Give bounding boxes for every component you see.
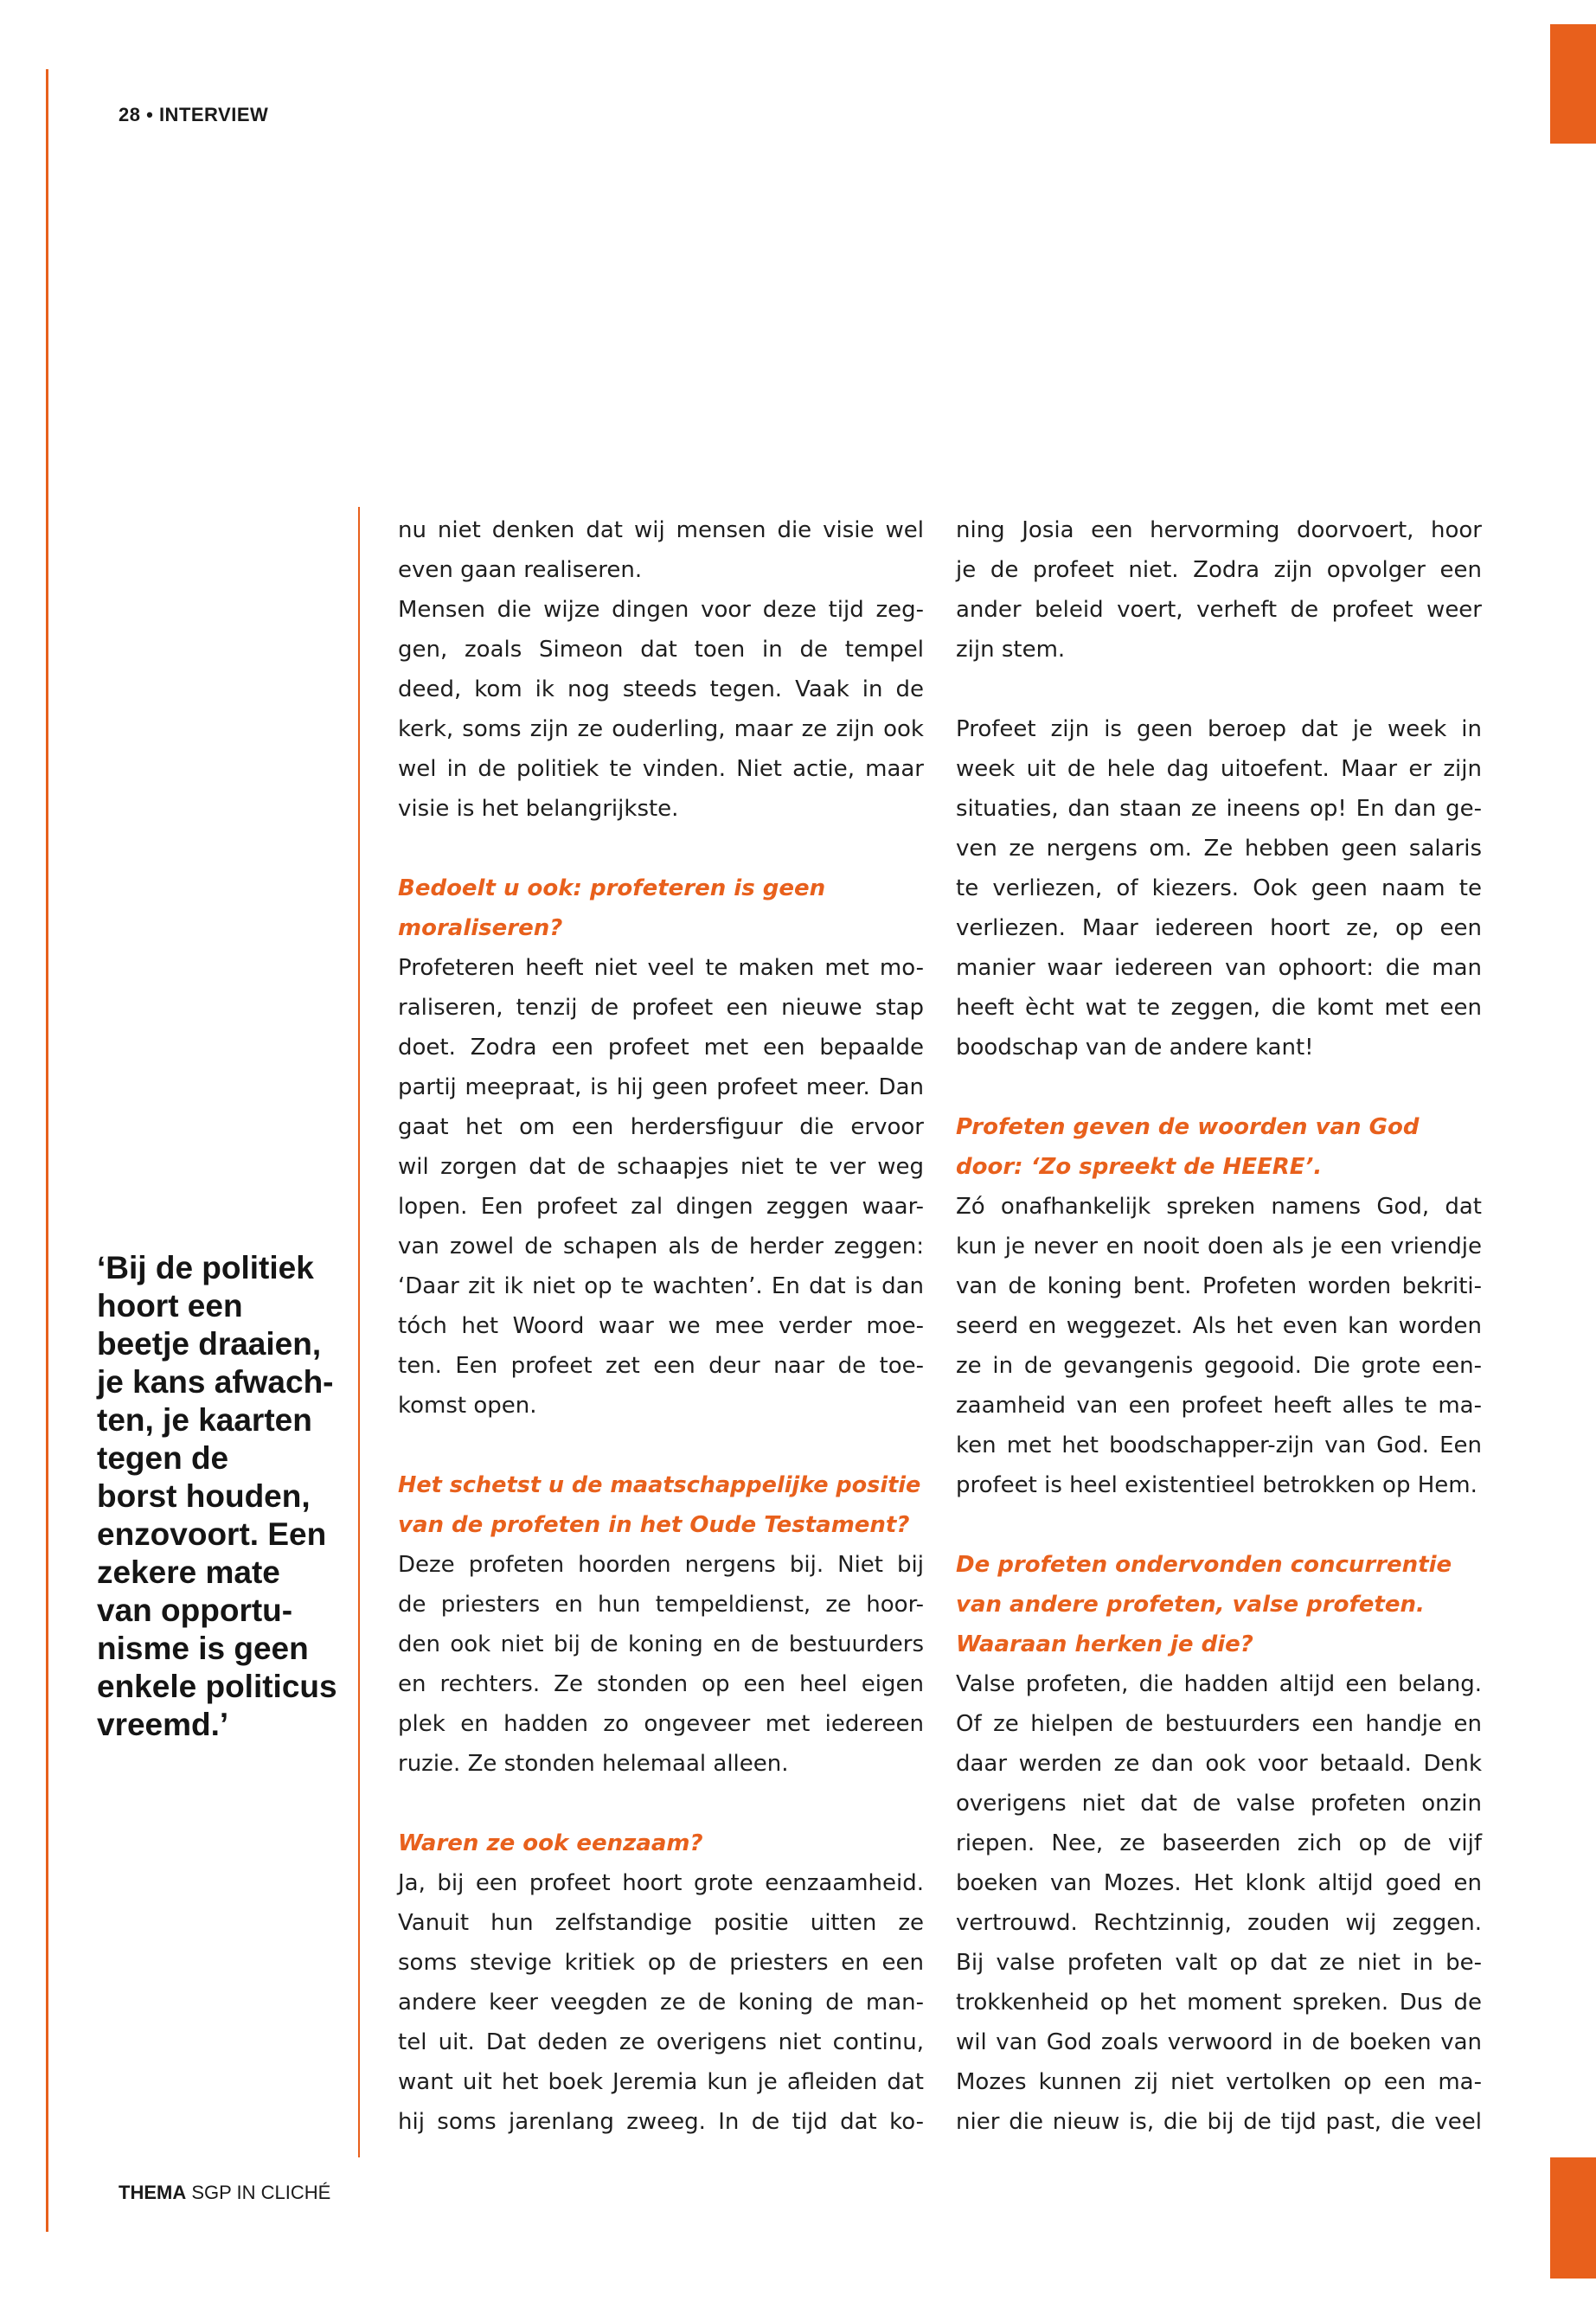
body-text-line: verliezen. Maar iedereen hoort ze, op een xyxy=(956,915,1482,941)
body-text-line: soms stevige kritiek op de priesters en een xyxy=(398,1950,924,1976)
body-text-line: plek en hadden zo ongeveer met iedereen xyxy=(398,1711,924,1737)
body-text-line: komst open. xyxy=(398,1393,537,1419)
interview-question-line: door: ‘Zo spreekt de HEERE’. xyxy=(956,1154,1323,1180)
body-text-line: ning Josia een hervorming doorvoert, hoor xyxy=(956,517,1482,543)
body-text-line: riepen. Nee, ze baseerden zich op de vijf xyxy=(956,1830,1482,1856)
pull-quote-line: ‘Bij de politiek xyxy=(97,1250,314,1285)
body-text-line: raliseren, tenzij de profeet een nieuwe stap xyxy=(398,995,924,1021)
body-text-line: Vanuit hun zelfstandige positie uitten ze xyxy=(398,1910,924,1936)
body-text-line: Of ze hielpen de bestuurders een handje en xyxy=(956,1711,1482,1737)
article-column-2 xyxy=(956,510,1482,2142)
interview-question-line: van andere profeten, valse profeten. xyxy=(956,1592,1425,1618)
body-text-line: want uit het boek Jeremia kun je afleiden dat xyxy=(398,2069,924,2095)
body-text-line: gen, zoals Simeon dat toen in de tempel xyxy=(398,637,924,663)
interview-question-line: van de profeten in het Oude Testament? xyxy=(398,1512,910,1538)
body-text-line: nier die nieuw is, die bij de tijd past, die veel xyxy=(956,2109,1482,2135)
interview-question-line: Bedoelt u ook: profeteren is geen xyxy=(398,875,826,901)
body-text-line: Valse profeten, die hadden altijd een belang. xyxy=(956,1671,1482,1697)
body-text-line: je de profeet niet. Zodra zijn opvolger een xyxy=(956,557,1482,583)
pull-quote-line: ten, je kaarten xyxy=(97,1402,312,1438)
paragraph-gap xyxy=(956,1505,1482,1545)
body-text-line: hij soms jarenlang zweeg. In de tijd dat ko- xyxy=(398,2109,924,2135)
paragraph-gap xyxy=(398,1426,924,1465)
body-text-line: nu niet denken dat wij mensen die visie wel xyxy=(398,517,924,543)
section-name: INTERVIEW xyxy=(158,104,269,125)
interview-question-line: Waaraan herken je die? xyxy=(956,1631,1253,1657)
page-number: 28 xyxy=(119,104,141,125)
body-text-line: ken met het boodschapper-zijn van God. Een xyxy=(956,1433,1482,1458)
pull-quote-line: enzovoort. Een xyxy=(97,1516,327,1552)
body-text-line: ten. Een profeet zet een deur naar de toe- xyxy=(398,1353,924,1379)
left-margin-rule xyxy=(46,69,48,2232)
body-text-line: manier waar iedereen van ophoort: die man xyxy=(956,955,1482,981)
body-text-line: Deze profeten hoorden nergens bij. Niet bij xyxy=(398,1552,924,1578)
page-tab-top xyxy=(1550,24,1596,144)
column-divider-rule xyxy=(358,507,360,2157)
body-text-line: gaat het om een herdersfiguur die ervoor xyxy=(398,1114,924,1140)
pull-quote xyxy=(97,1249,348,1744)
header-separator: • xyxy=(146,104,154,125)
body-text-line: Profeteren heeft niet veel te maken met mo- xyxy=(398,955,924,981)
body-text-line: heeft ècht wat te zeggen, die komt met een xyxy=(956,995,1482,1021)
interview-question-line: Profeten geven de woorden van God xyxy=(956,1114,1420,1140)
body-text-line: kun je never en nooit doen als je een vriendje xyxy=(956,1234,1482,1259)
paragraph-gap xyxy=(956,670,1482,709)
body-text-line: den ook niet bij de koning en de bestuurders xyxy=(398,1631,924,1657)
body-text-line: Zó onafhankelijk spreken namens God, dat xyxy=(956,1194,1482,1220)
pull-quote-line: zekere mate xyxy=(97,1554,280,1590)
body-text-line: trokkenheid op het moment spreken. Dus de xyxy=(956,1990,1482,2016)
body-text-line: de priesters en hun tempeldienst, ze hoor- xyxy=(398,1592,924,1618)
body-text-line: even gaan realiseren. xyxy=(398,557,643,583)
body-text-line: en rechters. Ze stonden op een heel eigen xyxy=(398,1671,924,1697)
body-text-line: doet. Zodra een profeet met een bepaalde xyxy=(398,1035,924,1061)
body-text-line: week uit de hele dag uitoefent. Maar er zijn xyxy=(956,756,1482,782)
body-text-line: ven ze nergens om. Ze hebben geen salaris xyxy=(956,836,1482,862)
pull-quote-line: borst houden, xyxy=(97,1478,311,1514)
body-text-line: daar werden ze dan ook voor betaald. Denk xyxy=(956,1751,1482,1777)
paragraph-gap xyxy=(398,829,924,868)
body-text-line: ze in de gevangenis gegooid. Die grote een- xyxy=(956,1353,1482,1379)
pull-quote-line: nisme is geen xyxy=(97,1631,309,1666)
body-text-line: van de koning bent. Profeten worden bekriti- xyxy=(956,1273,1482,1299)
body-text-line: kerk, soms zijn ze ouderling, maar ze zijn ook xyxy=(398,716,924,742)
footer-issue: SGP IN CLICHÉ xyxy=(191,2182,331,2203)
body-text-line: ruzie. Ze stonden helemaal alleen. xyxy=(398,1751,789,1777)
interview-question-line: De profeten ondervonden concurrentie xyxy=(956,1552,1452,1578)
body-text-line: Profeet zijn is geen beroep dat je week in xyxy=(956,716,1482,742)
body-text-line: partij meepraat, is hij geen profeet meer. Dan xyxy=(398,1074,924,1100)
body-text-line: overigens niet dat de valse profeten onzin xyxy=(956,1791,1482,1817)
body-text-line: profeet is heel existentieel betrokken op Hem. xyxy=(956,1472,1477,1498)
body-text-line: situaties, dan staan ze ineens op! En dan ge- xyxy=(956,796,1482,822)
pull-quote-line: van opportu- xyxy=(97,1593,293,1628)
interview-question-line: Het schetst u de maatschappelijke positie xyxy=(398,1472,921,1498)
body-text-line: wil zorgen dat de schaapjes niet te ver weg xyxy=(398,1154,924,1180)
body-text-line: seerd en weggezet. Als het even kan worden xyxy=(956,1313,1482,1339)
body-text-line: tel uit. Dat deden ze overigens niet continu, xyxy=(398,2029,924,2055)
body-text-line: Mozes kunnen zij niet vertolken op een ma- xyxy=(956,2069,1482,2095)
body-text-line: Bij valse profeten valt op dat ze niet in be- xyxy=(956,1950,1482,1976)
paragraph-gap xyxy=(956,1067,1482,1107)
pull-quote-line: je kans afwach- xyxy=(97,1364,334,1400)
running-header xyxy=(119,104,268,126)
body-text-line: andere keer veegden ze de koning de man- xyxy=(398,1990,924,2016)
page-tab-bottom xyxy=(1550,2157,1596,2279)
body-text-line: ‘Daar zit ik niet op te wachten’. En dat is dan xyxy=(398,1273,924,1299)
pull-quote-line: beetje draaien, xyxy=(97,1326,322,1362)
interview-question-line: moraliseren? xyxy=(398,915,563,941)
body-text-line: vertrouwd. Rechtzinnig, zouden wij zeggen. xyxy=(956,1910,1482,1936)
body-text-line: tóch het Woord waar we mee verder moe- xyxy=(398,1313,924,1339)
pull-quote-line: enkele politicus xyxy=(97,1669,337,1704)
body-text-line: Mensen die wijze dingen voor deze tijd zeg- xyxy=(398,597,924,623)
body-text-line: deed, kom ik nog steeds tegen. Vaak in de xyxy=(398,676,924,702)
interview-question-line: Waren ze ook eenzaam? xyxy=(398,1830,703,1856)
body-text-line: zijn stem. xyxy=(956,637,1066,663)
footer-brand: THEMA xyxy=(119,2182,187,2203)
body-text-line: lopen. Een profeet zal dingen zeggen waar- xyxy=(398,1194,924,1220)
body-text-line: boeken van Mozes. Het klonk altijd goed en xyxy=(956,1870,1482,1896)
pull-quote-line: hoort een xyxy=(97,1288,243,1324)
body-text-line: ander beleid voert, verheft de profeet weer xyxy=(956,597,1482,623)
body-text-line: wil van God zoals verwoord in de boeken van xyxy=(956,2029,1482,2055)
paragraph-gap xyxy=(398,1784,924,1823)
body-text-line: zaamheid van een profeet heeft alles te ma- xyxy=(956,1393,1482,1419)
body-text-line: te verliezen, of kiezers. Ook geen naam te xyxy=(956,875,1482,901)
body-text-line: Ja, bij een profeet hoort grote eenzaamheid. xyxy=(398,1870,924,1896)
body-text-line: visie is het belangrijkste. xyxy=(398,796,679,822)
body-text-line: boodschap van de andere kant! xyxy=(956,1035,1314,1061)
running-footer xyxy=(119,2182,330,2204)
body-text-line: wel in de politiek te vinden. Niet actie, maar xyxy=(398,756,924,782)
pull-quote-line: tegen de xyxy=(97,1440,229,1476)
body-text-line: van zowel de schapen als de herder zeggen: xyxy=(398,1234,924,1259)
article-column-1 xyxy=(398,510,924,2142)
pull-quote-line: vreemd.’ xyxy=(97,1707,229,1742)
